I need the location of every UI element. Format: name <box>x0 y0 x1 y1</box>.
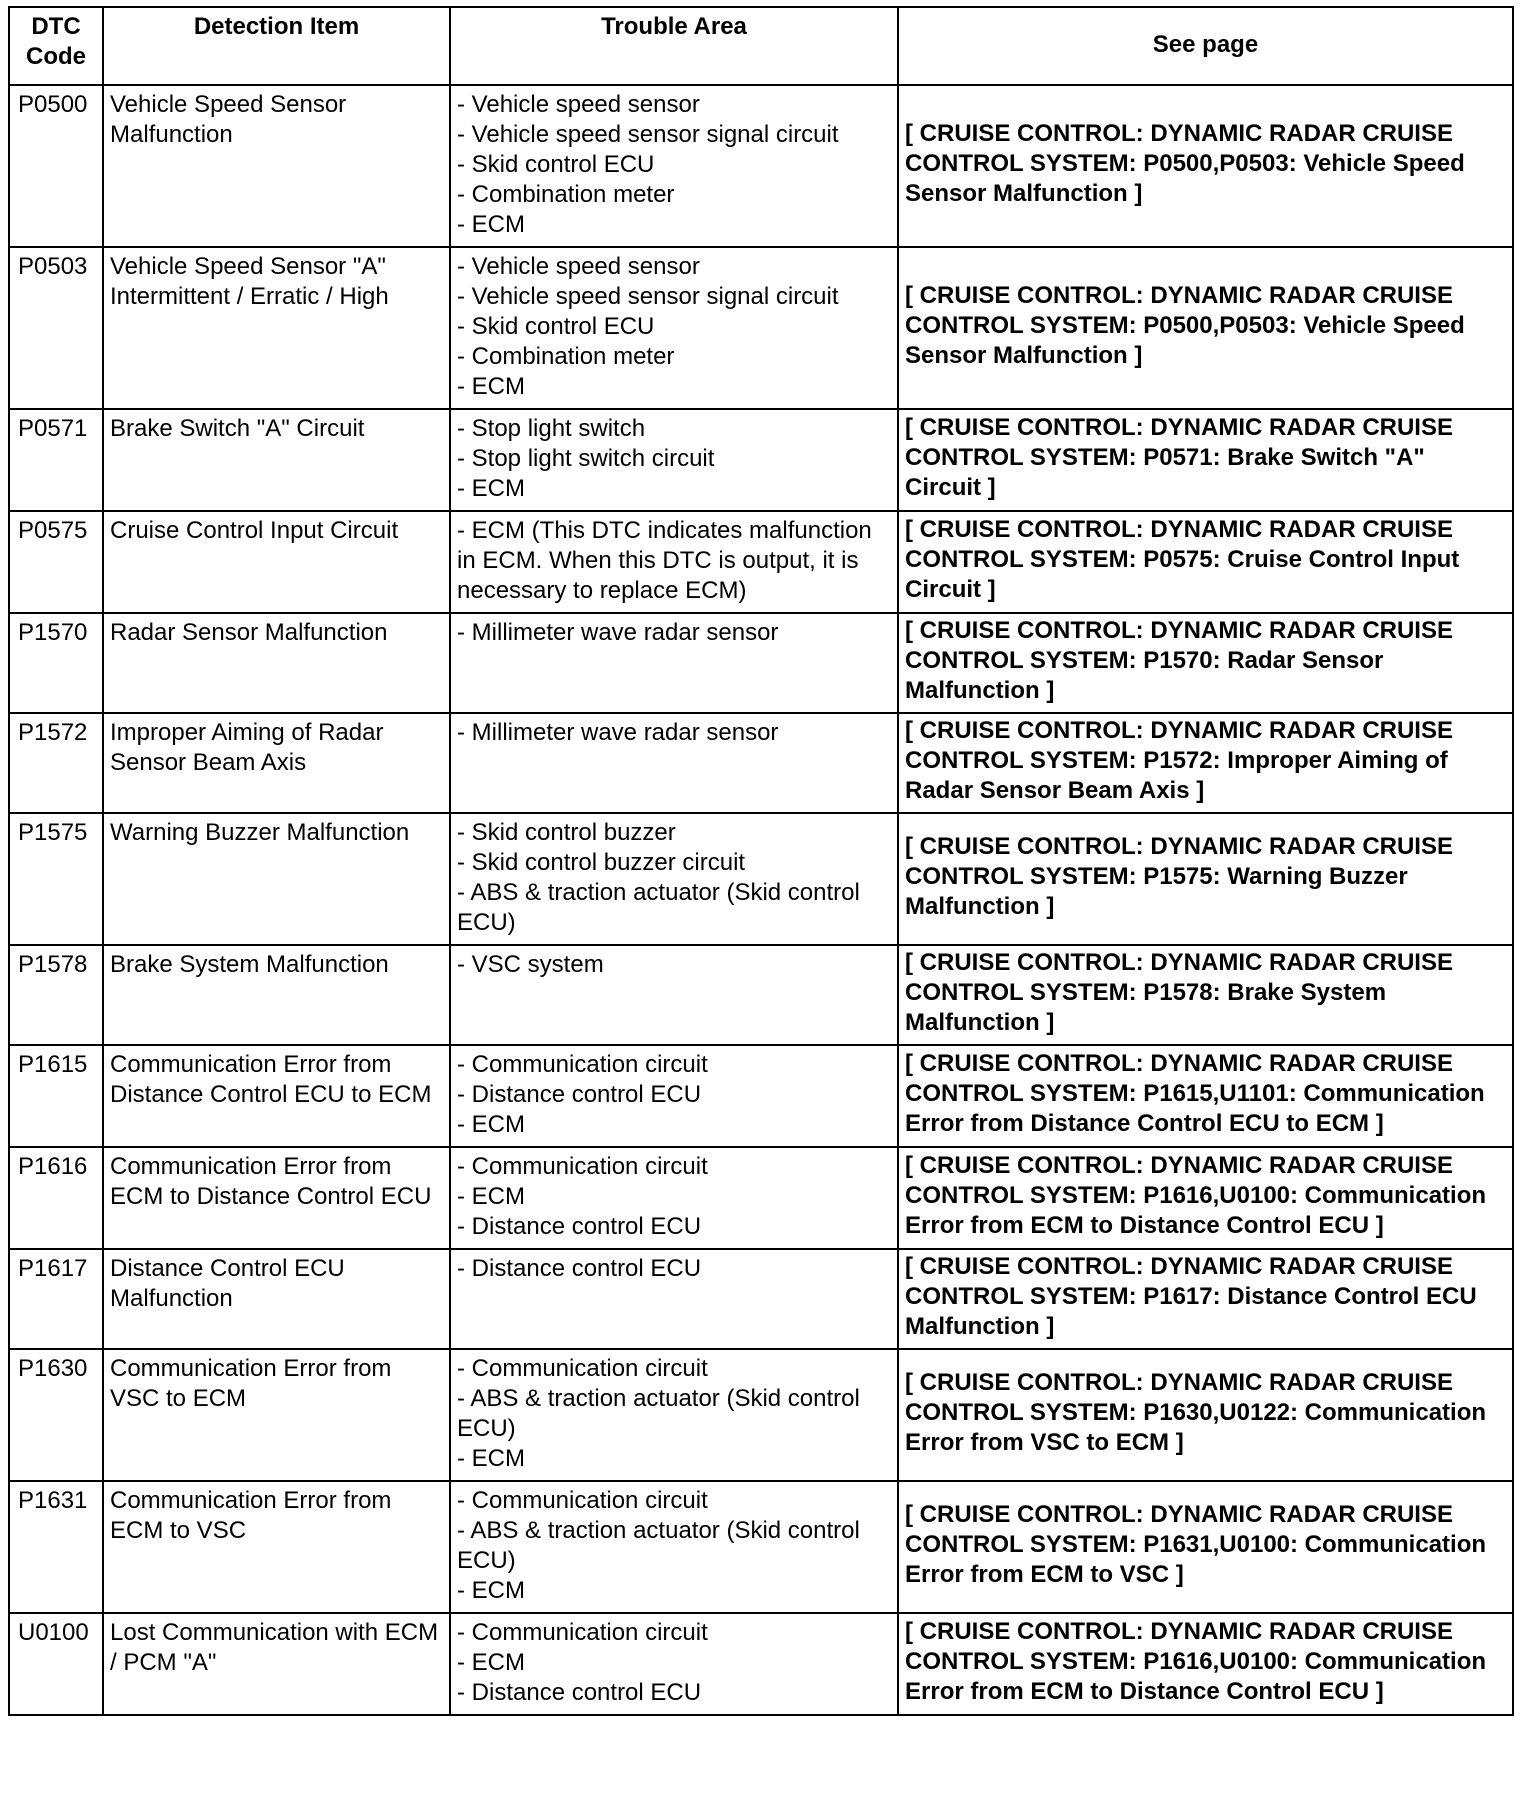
table-row <box>9 945 1513 1045</box>
see-page-link[interactable]: [ CRUISE CONTROL: DYNAMIC RADAR CRUISE CONTROL SYSTEM: P1578: Brake System Malfunction ] <box>898 945 1513 1045</box>
header-trouble-area: Trouble Area <box>450 7 898 85</box>
table-row <box>9 1349 1513 1481</box>
see-page-link[interactable]: [ CRUISE CONTROL: DYNAMIC RADAR CRUISE CONTROL SYSTEM: P1570: Radar Sensor Malfunction ] <box>898 613 1513 713</box>
see-page-link[interactable]: [ CRUISE CONTROL: DYNAMIC RADAR CRUISE CONTROL SYSTEM: P1615,U1101: Communication Error from Distance Control ECU to ECM ] <box>898 1045 1513 1147</box>
trouble-area-cell <box>450 511 898 613</box>
dtc-code-cell: P0500 <box>9 85 103 247</box>
trouble-area-item: - ABS & traction actuator (Skid control ECU) <box>457 1517 860 1574</box>
trouble-area-item: - Stop light switch circuit <box>457 445 715 472</box>
trouble-area-cell <box>450 1481 898 1613</box>
table-row <box>9 1249 1513 1349</box>
dtc-code-cell: P1575 <box>9 813 103 945</box>
detection-item-cell: Improper Aiming of Radar Sensor Beam Axis <box>103 713 450 813</box>
trouble-area-item: - Communication circuit <box>457 1153 708 1180</box>
trouble-area-cell <box>450 1249 898 1349</box>
trouble-area-item: - ECM <box>457 1445 525 1472</box>
trouble-area-item: - Vehicle speed sensor <box>457 91 700 118</box>
header-detection-item: Detection Item <box>103 7 450 85</box>
trouble-area-item: - Millimeter wave radar sensor <box>457 619 779 646</box>
table-row <box>9 247 1513 409</box>
trouble-area-cell <box>450 1349 898 1481</box>
dtc-table <box>8 6 1514 1716</box>
table-row <box>9 1613 1513 1715</box>
trouble-area-item: - Communication circuit <box>457 1487 708 1514</box>
dtc-table-body <box>9 85 1513 1715</box>
trouble-area-item: - Skid control ECU <box>457 313 655 340</box>
table-row <box>9 511 1513 613</box>
trouble-area-item: - Skid control ECU <box>457 151 655 178</box>
detection-item-cell: Cruise Control Input Circuit <box>103 511 450 613</box>
trouble-area-item: - Combination meter <box>457 343 675 370</box>
dtc-code-cell: P1630 <box>9 1349 103 1481</box>
detection-item-cell: Lost Communication with ECM / PCM "A" <box>103 1613 450 1715</box>
dtc-code-cell: P0503 <box>9 247 103 409</box>
trouble-area-item: - ECM <box>457 1649 525 1676</box>
see-page-link[interactable]: [ CRUISE CONTROL: DYNAMIC RADAR CRUISE CONTROL SYSTEM: P0571: Brake Switch "A" Circuit ] <box>898 409 1513 511</box>
detection-item-cell: Communication Error from ECM to VSC <box>103 1481 450 1613</box>
dtc-code-cell: P1578 <box>9 945 103 1045</box>
trouble-area-item: - Communication circuit <box>457 1355 708 1382</box>
see-page-link[interactable]: [ CRUISE CONTROL: DYNAMIC RADAR CRUISE CONTROL SYSTEM: P0575: Cruise Control Input Circuit ] <box>898 511 1513 613</box>
trouble-area-item: - Skid control buzzer circuit <box>457 849 746 876</box>
dtc-code-cell: P1615 <box>9 1045 103 1147</box>
trouble-area-cell <box>450 1613 898 1715</box>
trouble-area-cell <box>450 1147 898 1249</box>
trouble-area-item: - Stop light switch <box>457 415 646 442</box>
trouble-area-cell <box>450 1045 898 1147</box>
trouble-area-item: - Distance control ECU <box>457 1679 702 1706</box>
trouble-area-item: - Vehicle speed sensor signal circuit <box>457 121 839 148</box>
header-dtc-code: DTC Code <box>9 7 103 85</box>
table-row <box>9 1147 1513 1249</box>
trouble-area-item: - Distance control ECU <box>457 1081 702 1108</box>
trouble-area-item: - ECM <box>457 475 525 502</box>
trouble-area-cell <box>450 85 898 247</box>
dtc-code-cell: P1617 <box>9 1249 103 1349</box>
trouble-area-cell <box>450 613 898 713</box>
trouble-area-item: - Skid control buzzer <box>457 819 676 846</box>
detection-item-cell: Radar Sensor Malfunction <box>103 613 450 713</box>
trouble-area-cell <box>450 409 898 511</box>
detection-item-cell: Vehicle Speed Sensor "A" Intermittent / Erratic / High <box>103 247 450 409</box>
see-page-link[interactable]: [ CRUISE CONTROL: DYNAMIC RADAR CRUISE CONTROL SYSTEM: P1616,U0100: Communication Error from ECM to Distance Control ECU ] <box>898 1613 1513 1715</box>
detection-item-cell: Brake Switch "A" Circuit <box>103 409 450 511</box>
dtc-code-cell: U0100 <box>9 1613 103 1715</box>
trouble-area-cell <box>450 945 898 1045</box>
trouble-area-item: - ABS & traction actuator (Skid control ECU) <box>457 879 860 936</box>
see-page-link[interactable]: [ CRUISE CONTROL: DYNAMIC RADAR CRUISE CONTROL SYSTEM: P1572: Improper Aiming of Radar Sensor Beam Axis ] <box>898 713 1513 813</box>
trouble-area-item: - ECM <box>457 1111 525 1138</box>
table-row <box>9 613 1513 713</box>
trouble-area-cell <box>450 247 898 409</box>
see-page-link[interactable]: [ CRUISE CONTROL: DYNAMIC RADAR CRUISE CONTROL SYSTEM: P1575: Warning Buzzer Malfunction ] <box>898 813 1513 945</box>
table-row <box>9 813 1513 945</box>
table-row <box>9 713 1513 813</box>
dtc-code-cell: P0575 <box>9 511 103 613</box>
header-see-page: See page <box>898 7 1513 85</box>
trouble-area-item: - ECM (This DTC indicates malfunction in ECM. When this DTC is output, it is necessary to replace ECM) <box>457 517 872 604</box>
trouble-area-item: - Communication circuit <box>457 1051 708 1078</box>
detection-item-cell: Warning Buzzer Malfunction <box>103 813 450 945</box>
trouble-area-item: - VSC system <box>457 951 604 978</box>
detection-item-cell: Brake System Malfunction <box>103 945 450 1045</box>
dtc-code-cell: P1631 <box>9 1481 103 1613</box>
see-page-link[interactable]: [ CRUISE CONTROL: DYNAMIC RADAR CRUISE CONTROL SYSTEM: P1630,U0122: Communication Error from VSC to ECM ] <box>898 1349 1513 1481</box>
trouble-area-item: - ECM <box>457 373 525 400</box>
detection-item-cell: Vehicle Speed Sensor Malfunction <box>103 85 450 247</box>
table-row <box>9 1481 1513 1613</box>
trouble-area-item: - ABS & traction actuator (Skid control ECU) <box>457 1385 860 1442</box>
detection-item-cell: Distance Control ECU Malfunction <box>103 1249 450 1349</box>
detection-item-cell: Communication Error from VSC to ECM <box>103 1349 450 1481</box>
trouble-area-item: - ECM <box>457 211 525 238</box>
see-page-link[interactable]: [ CRUISE CONTROL: DYNAMIC RADAR CRUISE CONTROL SYSTEM: P1631,U0100: Communication Error from ECM to VSC ] <box>898 1481 1513 1613</box>
trouble-area-item: - Vehicle speed sensor signal circuit <box>457 283 839 310</box>
trouble-area-item: - Millimeter wave radar sensor <box>457 719 779 746</box>
trouble-area-item: - ECM <box>457 1577 525 1604</box>
dtc-table-header <box>9 7 1513 85</box>
detection-item-cell: Communication Error from Distance Control ECU to ECM <box>103 1045 450 1147</box>
table-row <box>9 85 1513 247</box>
dtc-code-cell: P1570 <box>9 613 103 713</box>
trouble-area-item: - Combination meter <box>457 181 675 208</box>
dtc-code-cell: P1572 <box>9 713 103 813</box>
trouble-area-cell <box>450 713 898 813</box>
see-page-link[interactable]: [ CRUISE CONTROL: DYNAMIC RADAR CRUISE CONTROL SYSTEM: P1617: Distance Control ECU Malfunction ] <box>898 1249 1513 1349</box>
dtc-code-cell: P0571 <box>9 409 103 511</box>
table-row <box>9 1045 1513 1147</box>
see-page-link[interactable]: [ CRUISE CONTROL: DYNAMIC RADAR CRUISE CONTROL SYSTEM: P0500,P0503: Vehicle Speed Sensor Malfunction ] <box>898 85 1513 247</box>
see-page-link[interactable]: [ CRUISE CONTROL: DYNAMIC RADAR CRUISE CONTROL SYSTEM: P0500,P0503: Vehicle Speed Sensor Malfunction ] <box>898 247 1513 409</box>
table-row <box>9 409 1513 511</box>
see-page-link[interactable]: [ CRUISE CONTROL: DYNAMIC RADAR CRUISE CONTROL SYSTEM: P1616,U0100: Communication Error from ECM to Distance Control ECU ] <box>898 1147 1513 1249</box>
trouble-area-item: - ECM <box>457 1183 525 1210</box>
header-row <box>9 7 1513 85</box>
trouble-area-item: - Vehicle speed sensor <box>457 253 700 280</box>
trouble-area-item: - Distance control ECU <box>457 1255 702 1282</box>
trouble-area-cell <box>450 813 898 945</box>
trouble-area-item: - Communication circuit <box>457 1619 708 1646</box>
trouble-area-item: - Distance control ECU <box>457 1213 702 1240</box>
dtc-table-sheet <box>8 6 1512 1716</box>
detection-item-cell: Communication Error from ECM to Distance Control ECU <box>103 1147 450 1249</box>
dtc-code-cell: P1616 <box>9 1147 103 1249</box>
